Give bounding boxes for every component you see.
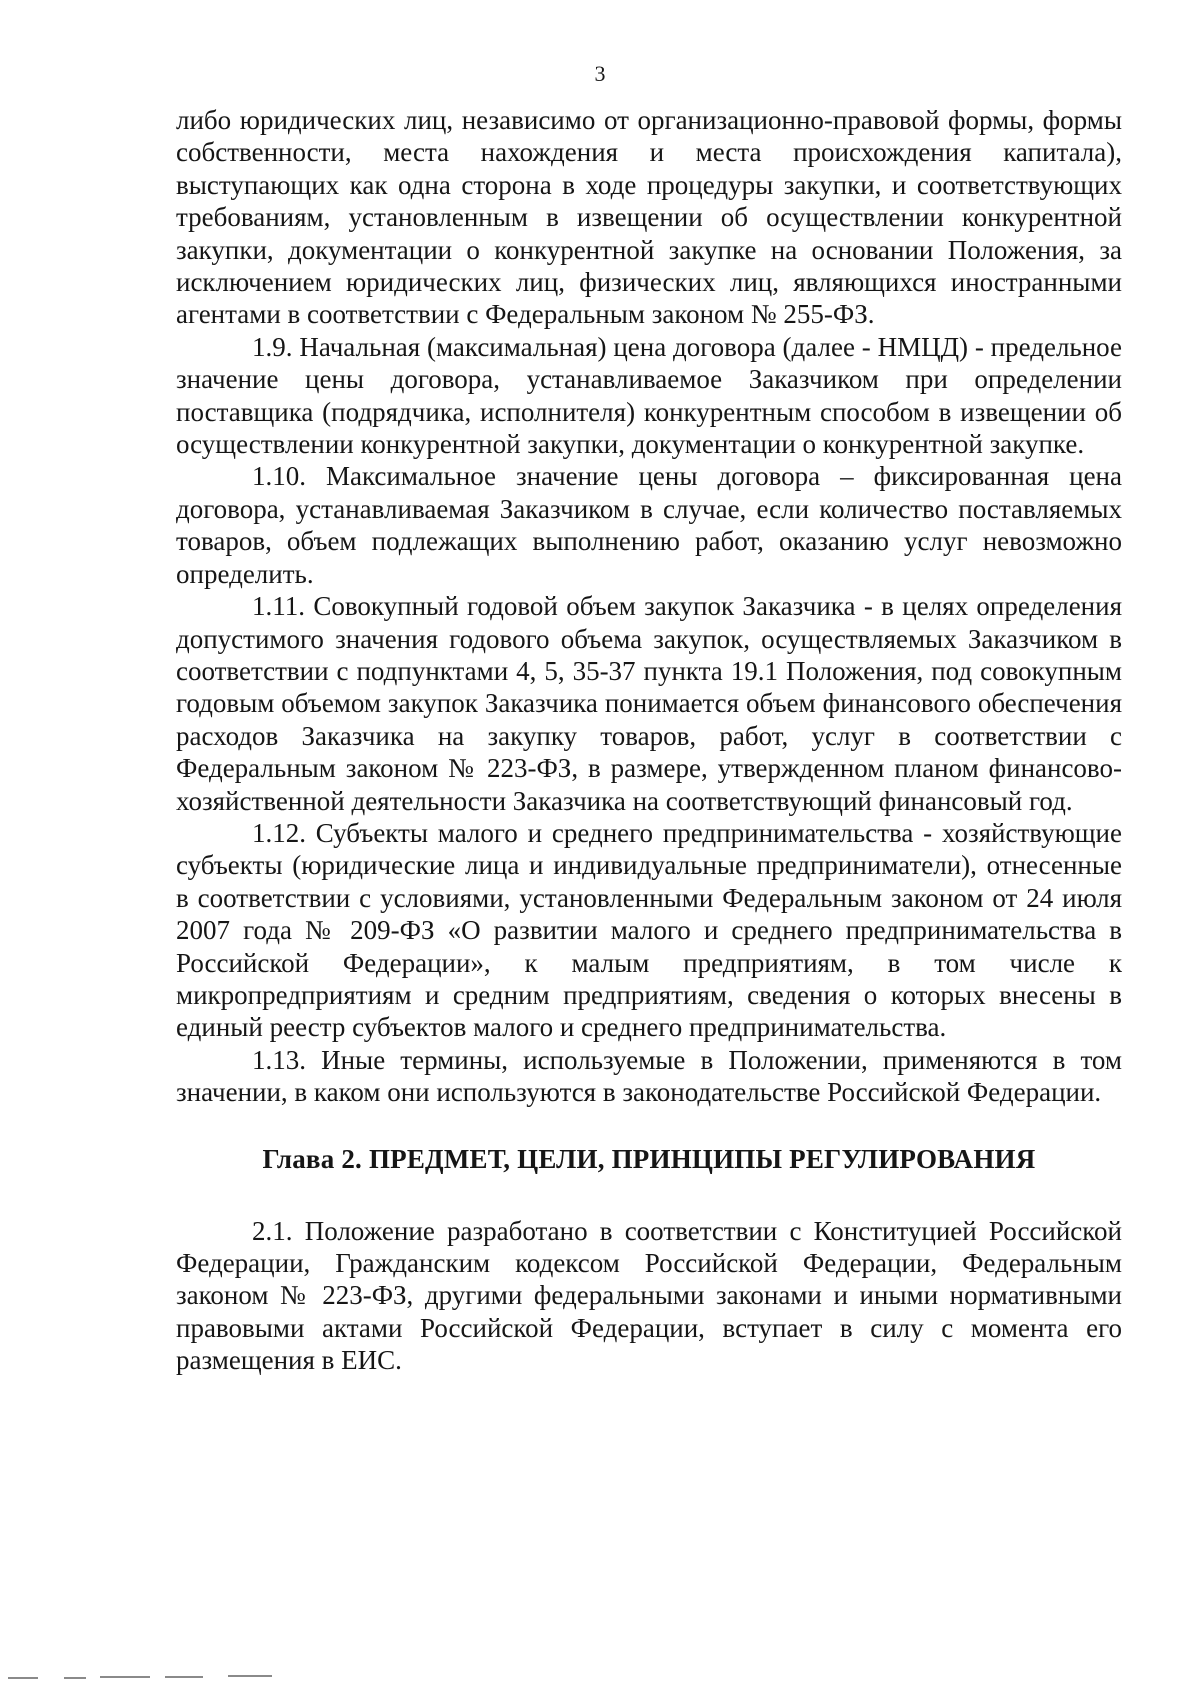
paragraph-2-1: 2.1. Положение разработано в соответствии с Конституцией Российской Федерации, Гражданским кодексом Российской Федерации, Федеральным законом № 223-ФЗ, другими федеральными законами и иными нормативными правовыми актами Российской Федерации, вступает в силу с момента его размещения в ЕИС. [176, 1215, 1122, 1376]
scan-artifact [228, 1675, 272, 1677]
paragraph-1-12: 1.12. Субъекты малого и среднего предпринимательства - хозяйствующие субъекты (юридические лица и индивидуальные предприниматели), отнесенные в соответствии с условиями, установленными Федеральным законом от 24 июля 2007 года № 209-ФЗ «О развитии малого и среднего предпринимательства в Российской Федерации», к малым предприятиям, в том числе к микропредприятиям и средним предприятиям, сведения о которых внесены в единый реестр субъектов малого и среднего предпринимательства. [176, 817, 1122, 1043]
document-body [176, 104, 1122, 1377]
scan-artifact [100, 1676, 150, 1678]
scan-artifact [165, 1676, 203, 1678]
scan-artifact [64, 1677, 86, 1679]
paragraph-1-13: 1.13. Иные термины, используемые в Положении, применяются в том значении, в каком они используются в законодательстве Российской Федерации. [176, 1044, 1122, 1108]
page-number: 3 [594, 61, 606, 86]
paragraph-1-11: 1.11. Совокупный годовой объем закупок Заказчика - в целях определения допустимого значения годового объема закупок, осуществляемых Заказчиком в соответствии с подпунктами 4, 5, 35-37 пункта 19.1 Положения, под совокупным годовым объемом закупок Заказчика понимается объем финансового обеспечения расходов Заказчика на закупку товаров, работ, услуг в соответствии с Федеральным законом № 223-ФЗ, в размере, утвержденном планом финансово-хозяйственной деятельности Заказчика на соответствующий финансовый год. [176, 591, 1122, 816]
scan-artifact [8, 1677, 38, 1679]
paragraph-1-9: 1.9. Начальная (максимальная) цена договора (далее - НМЦД) - предельное значение цены договора, устанавливаемое Заказчиком при определении поставщика (подрядчика, исполнителя) конкурентным способом в извещении об осуществлении конкурентной закупки, документации о конкурентной закупке. [176, 331, 1122, 460]
paragraph-definition-continuation: либо юридических лиц, независимо от организационно-правовой формы, формы собственности, места нахождения и места происхождения капитала), выступающих как одна сторона в ходе процедуры закупки, и соответствующих требованиям, установленным в извещении об осуществлении конкурентной закупки, документации о конкурентной закупке на основании Положения, за исключением юридических лиц, физических лиц, являющихся иностранными агентами в соответствии с Федеральным законом № 255-ФЗ. [176, 105, 1122, 330]
chapter-heading: Глава 2. ПРЕДМЕТ, ЦЕЛИ, ПРИНЦИПЫ РЕГУЛИРОВАНИЯ [262, 1143, 1036, 1174]
paragraph-1-10: 1.10. Максимальное значение цены договора – фиксированная цена договора, устанавливаемая Заказчиком в случае, если количество поставляемых товаров, объем подлежащих выполнению работ, оказанию услуг невозможно определить. [176, 461, 1122, 589]
